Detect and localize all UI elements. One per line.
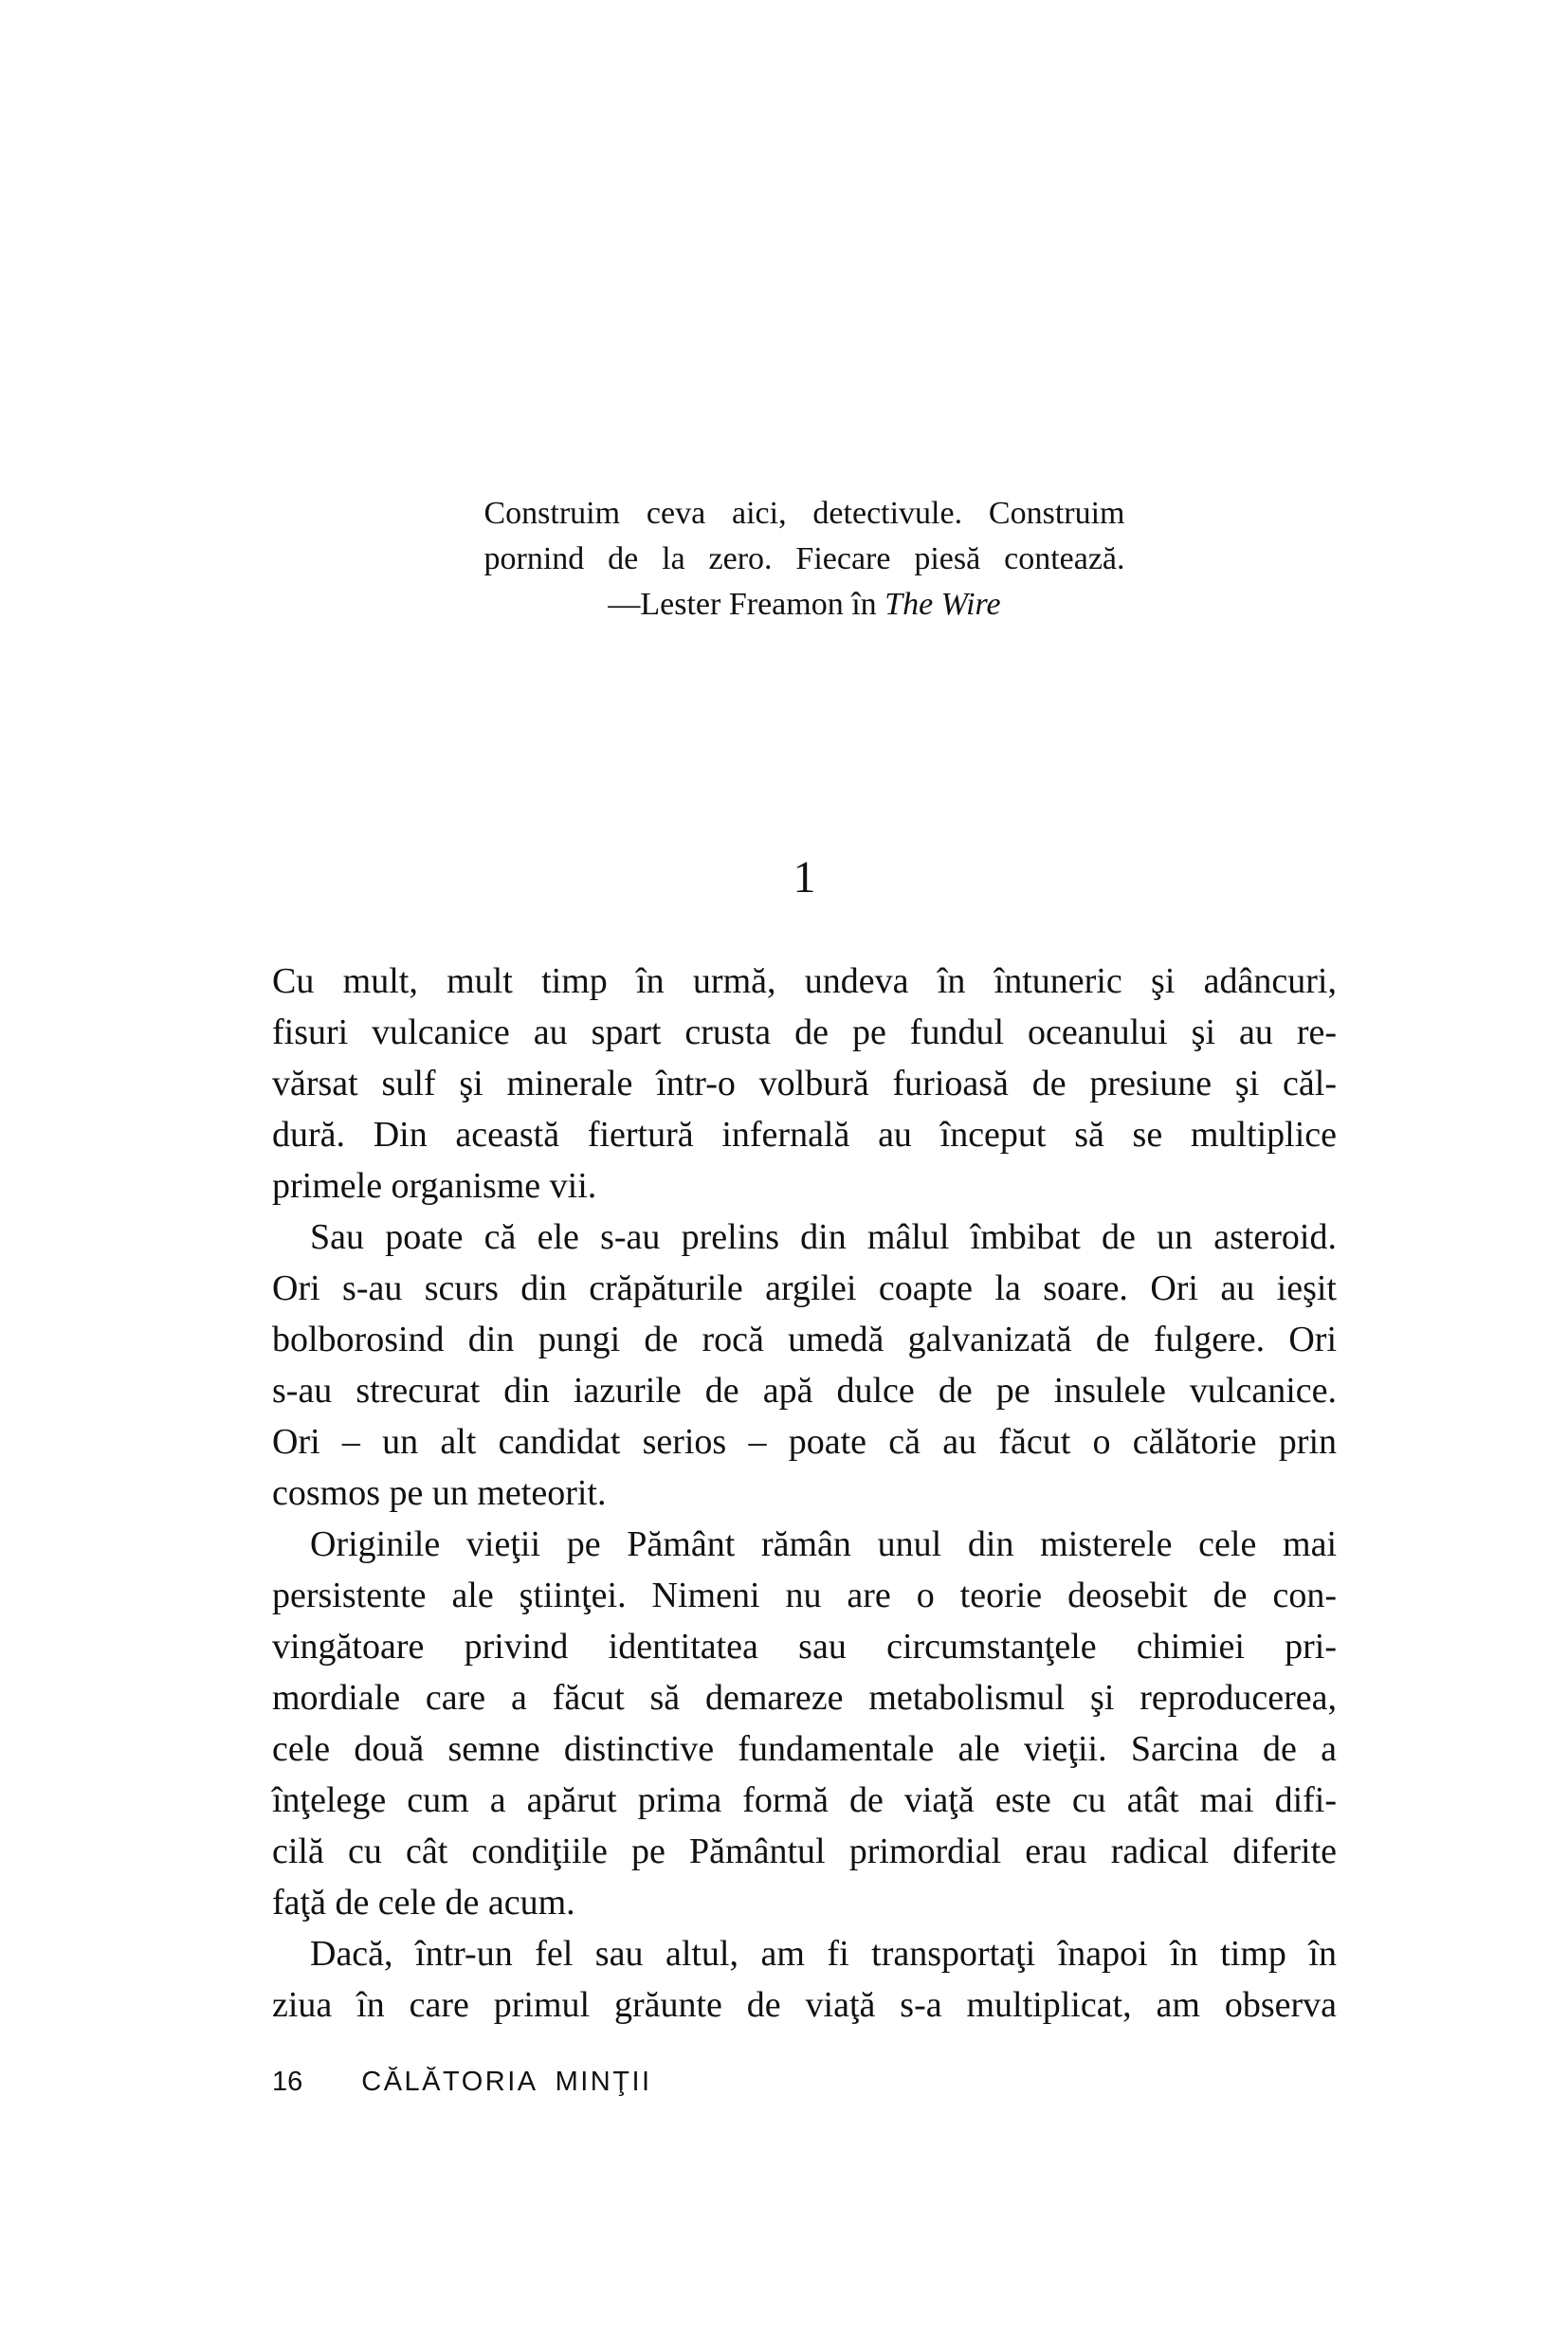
body-line: Ori – un alt candidat serios – poate că au făcut o călătorie prin <box>272 1422 1337 1462</box>
body-line: s-au strecurat din iazurile de apă dulce de pe insulele vulcanice. <box>272 1371 1337 1411</box>
page-footer <box>272 2065 1337 2099</box>
body-line: cilă cu cât condiţiile pe Pământul primordial erau radical diferite <box>272 1832 1337 1871</box>
body-line: fisuri vulcanice au spart crusta de pe fundul oceanului şi au re- <box>272 1012 1337 1052</box>
running-title: CĂLĂTORIA MINŢII <box>361 2067 652 2097</box>
body-line: Ori s-au scurs din crăpăturile argilei coapte la soare. Ori au ieşit <box>272 1268 1337 1308</box>
epigraph-attribution-name: —Lester Freamon în <box>608 587 885 622</box>
body-line: persistente ale ştiinţei. Nimeni nu are o teorie deosebit de con- <box>272 1576 1337 1615</box>
body-text <box>272 956 1337 2031</box>
body-line: ziua în care primul grăunte de viaţă s-a multiplicat, am observa <box>272 1985 1337 2025</box>
epigraph-attribution <box>272 582 1337 628</box>
body-line: cele două semne distinctive fundamentale ale vieţii. Sarcina de a <box>272 1729 1337 1769</box>
body-line: vingătoare privind identitatea sau circumstanţele chimiei pri- <box>272 1627 1337 1667</box>
body-line: bolborosind din pungi de rocă umedă galvanizată de fulgere. Ori <box>272 1320 1337 1359</box>
body-line: cosmos pe un meteorit. <box>272 1473 607 1513</box>
body-line: înţelege cum a apărut prima formă de viaţă este cu atât mai difi- <box>272 1780 1337 1820</box>
epigraph-line: Construim ceva aici, detectivule. Construim <box>483 496 1125 531</box>
epigraph-line: pornind de la zero. Fiecare piesă contează. <box>483 541 1125 576</box>
body-line: mordiale care a făcut să demareze metabolismul şi reproducerea, <box>272 1678 1337 1718</box>
epigraph <box>272 491 1337 628</box>
body-line: primele organisme vii. <box>272 1166 597 1206</box>
body-line: Sau poate că ele s-au prelins din mâlul îmbibat de un asteroid. <box>310 1217 1337 1257</box>
body-line: dură. Din această fiertură infernală au început să se multiplice <box>272 1115 1337 1155</box>
body-line: faţă de cele de acum. <box>272 1883 575 1923</box>
body-line: Originile vieţii pe Pământ rămân unul din misterele cele mai <box>310 1524 1337 1564</box>
body-line: Cu mult, mult timp în urmă, undeva în întuneric şi adâncuri, <box>272 961 1337 1001</box>
body-line: Dacă, într-un fel sau altul, am fi transportaţi înapoi în timp în <box>310 1934 1337 1974</box>
page-number: 16 <box>272 2067 303 2097</box>
body-line: vărsat sulf şi minerale într-o volbură furioasă de presiune şi căl- <box>272 1064 1337 1103</box>
chapter-number: 1 <box>793 852 816 902</box>
epigraph-attribution-work-title: The Wire <box>884 587 1001 622</box>
